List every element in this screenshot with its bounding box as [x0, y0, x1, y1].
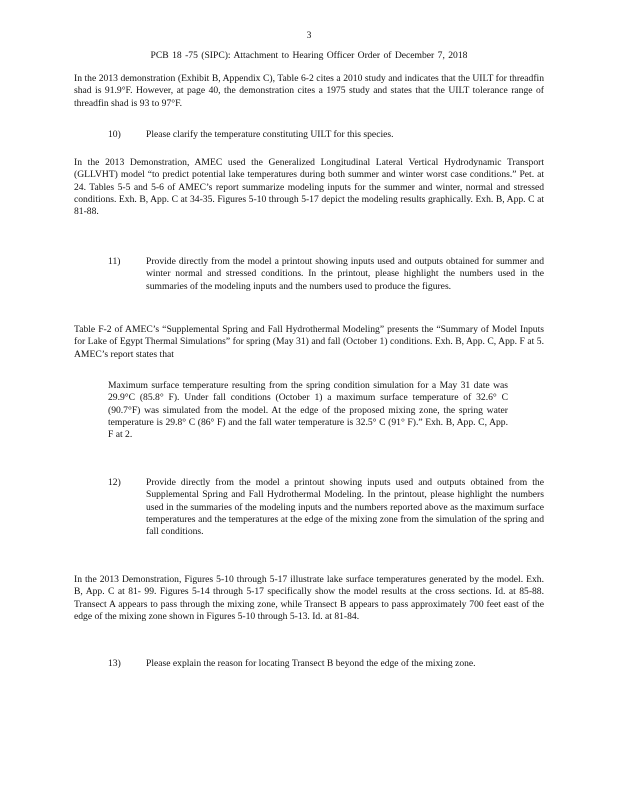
question-11	[108, 256, 544, 293]
question-text: Provide directly from the model a printout showing inputs used and outputs obtained from the Supplemental Spring and Fall Hydrothermal Modeling. In the printout, please highlight the numbers used in the summaries of the modeling inputs and the numbers reported above as the maximum surface temperatures and the temperatures at the edge of the mixing zone from the simulation of the spring and fall conditions.	[146, 477, 544, 538]
question-text: Provide directly from the model a printout showing inputs used and outputs obtained for summer and winter normal and stressed conditions. In the printout, please highlight the numbers used in the summaries of the modeling inputs and the numbers used to produce the figures.	[146, 256, 544, 292]
paragraph-transects: In the 2013 Demonstration, Figures 5-10 through 5-17 illustrate lake surface temperatures generated by the model. Exh. B, App. C at 81- 99. Figures 5-14 through 5-17 specifically show the model results at the cross sections. Id. at 85-88. Transect A appears to pass through the mixing zone, while Transect B appears to pass approximately 700 feet east of the edge of the mixing zone shown in Figures 5-10 through 5-13. Id. at 81-84.	[74, 574, 544, 622]
question-10	[108, 129, 544, 141]
question-text: Please explain the reason for locating Transect B beyond the edge of the mixing zone.	[146, 658, 476, 669]
block-quote-amec: Maximum surface temperature resulting from the spring condition simulation for a May 31 date was 29.9°C (85.8° F). Under fall conditions (October 1) a maximum surface temperature of 32.6° C (90.7°F) was simulated from the model. At the edge of the proposed mixing zone, the spring water temperature is 29.8° C (86° F) and the fall water temperature is 32.5° C (91° F).” Exh. B, App. C, App. F at 2.	[108, 380, 508, 441]
question-12	[108, 477, 544, 538]
question-number: 13)	[108, 658, 121, 669]
question-text: Please clarify the temperature constituting UILT for this species.	[146, 129, 394, 140]
page-number: 3	[306, 30, 312, 41]
question-number: 10)	[108, 129, 121, 140]
paragraph-table-f2: Table F-2 of AMEC’s “Supplemental Spring and Fall Hydrothermal Modeling” presents the “Summary of Model Inputs for Lake of Egypt Thermal Simulations” for spring (May 31) and fall (October 1) conditions. Exh. B, App. C, App. F at 5. AMEC’s report states that	[74, 324, 544, 360]
question-13	[108, 658, 544, 670]
paragraph-uilt-studies: In the 2013 demonstration (Exhibit B, Appendix C), Table 6-2 cites a 2010 study and indicates that the UILT for threadfin shad is 91.9°F. However, at page 40, the demonstration cites a 1975 study and states that the UILT tolerance range of threadfin shad is 93 to 97°F.	[74, 73, 544, 109]
paragraph-gllvht-model: In the 2013 Demonstration, AMEC used the Generalized Longitudinal Lateral Vertical Hydrodynamic Transport (GLLVHT) model “to predict potential lake temperatures during both summer and winter worst case conditions.” Pet. at 24. Tables 5-5 and 5-6 of AMEC’s report summarize modeling inputs for the summer and winter, normal and stressed conditions. Exh. B, App. C at 34-35. Figures 5-10 through 5-17 depict the modeling results graphically. Exh. B, App. C at 81-88.	[74, 157, 544, 218]
question-number: 11)	[108, 256, 121, 267]
page-header: PCB 18 -75 (SIPC): Attachment to Hearing Officer Order of December 7, 2018	[150, 50, 468, 61]
question-number: 12)	[108, 477, 121, 488]
